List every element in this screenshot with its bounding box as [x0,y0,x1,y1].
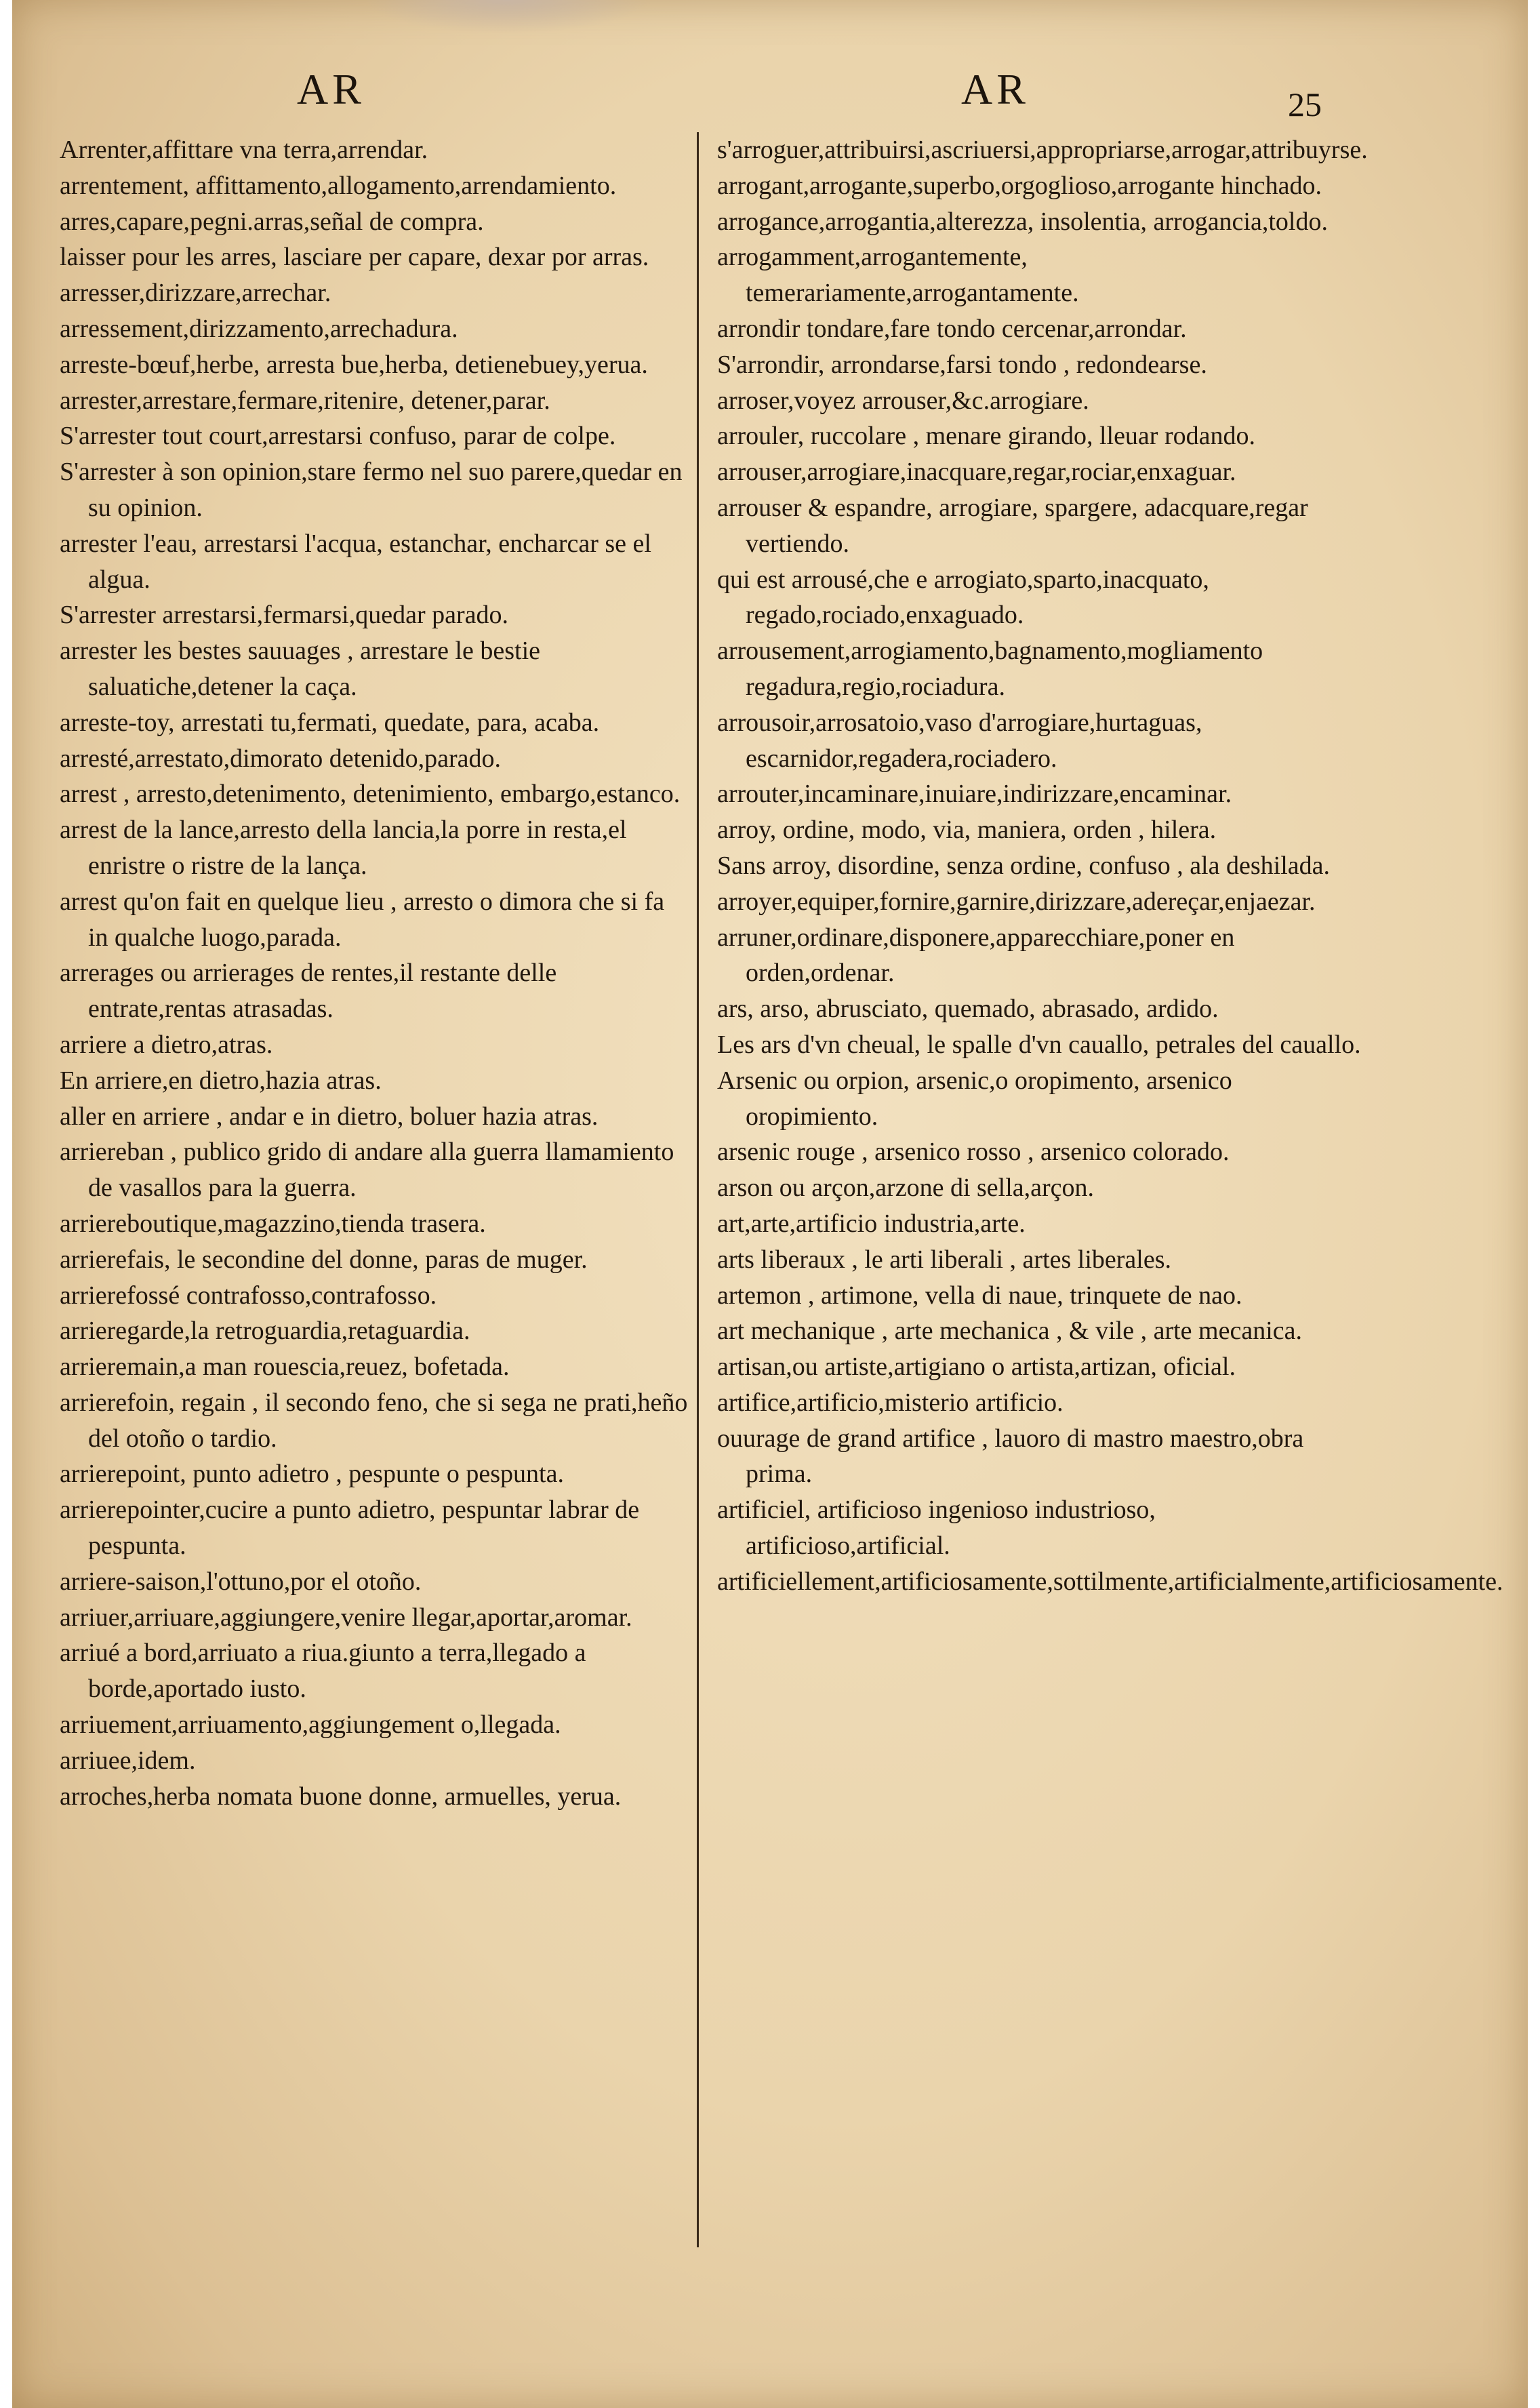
dictionary-entry: ouurage de grand artifice , lauoro di mastro maestro,obra prima. [717,1424,1304,1489]
dictionary-entry: arrieregarde,la retroguardia,retaguardia. [60,1317,470,1346]
dictionary-entry: arrouser & espandre, arrogiare, spargere, adacquare,regar vertiendo. [717,493,1308,558]
dictionary-entry: arressement,dirizzamento,arrechadura. [60,314,458,343]
dictionary-entry: arrerages ou arrierages de rentes,il restante delle entrate,rentas atrasadas. [60,959,557,1024]
paper-stain [365,0,649,34]
dictionary-entry: arriereboutique,magazzino,tienda trasera. [60,1209,486,1238]
dictionary-entry: S'arrester à son opinion,stare fermo nel suo parere,quedar en su opinion. [60,458,683,522]
dictionary-entry: arsenic rouge , arsenico rosso , arsenico colorado. [717,1138,1230,1167]
right-column [717,132,1503,1600]
dictionary-entry: artisan,ou artiste,artigiano o artista,artizan, oficial. [717,1352,1236,1382]
dictionary-entry: arrogance,arrogantia,alterezza, insolentia, arrogancia,toldo. [717,207,1328,236]
dictionary-entry: arriué a bord,arriuato a riua.giunto a terra,llegado a borde,aportado iusto. [60,1639,586,1704]
left-running-head: AR [297,65,365,113]
dictionary-entry: s'arroguer,attribuirsi,ascriuersi,appropriarse,arrogar,attribuyrse. [717,136,1368,164]
dictionary-entry: artificiellement,artificiosamente,sottilmente,artificialmente,artificiosamente. [717,1567,1503,1596]
dictionary-entry: arrouter,incaminare,inuiare,indirizzare,encaminar. [717,780,1232,809]
dictionary-entry: S'arrester arrestarsi,fermarsi,quedar parado. [60,601,509,630]
dictionary-entry: Arsenic ou orpion, arsenic,o oropimento, arsenico oropimiento. [717,1066,1232,1131]
dictionary-entry: artemon , artimone, vella di naue, trinquete de nao. [717,1281,1242,1310]
dictionary-entry: arrest de la lance,arresto della lancia,la porre in resta,el enristre o ristre de la lança. [60,816,627,880]
dictionary-entry: arrentement, affittamento,allogamento,arrendamiento. [60,171,617,200]
dictionary-entry: arroser,voyez arrouser,&c.arrogiare. [717,386,1089,415]
dictionary-entry: arriere a dietro,atras. [60,1030,273,1059]
dictionary-entry: Les ars d'vn cheual, le spalle d'vn cauallo, petrales del cauallo. [717,1030,1361,1059]
dictionary-entry: arroyer,equiper,fornire,garnire,dirizzare,adereçar,enjaezar. [717,887,1316,916]
dictionary-entry: aller en arriere , andar e in dietro, boluer hazia atras. [60,1102,599,1131]
dictionary-entry: arrousoir,arrosatoio,vaso d'arrogiare,hurtaguas, escarnidor,regadera,rociadero. [717,708,1202,773]
dictionary-entry: Sans arroy, disordine, senza ordine, confuso , ala deshilada. [717,851,1330,880]
dictionary-entry: arrierefais, le secondine del donne, paras de muger. [60,1245,588,1274]
dictionary-entry: arroches,herba nomata buone donne, armuelles, yerua. [60,1782,622,1811]
dictionary-entry: arrest qu'on fait en quelque lieu , arresto o dimora che si fa in qualche luogo,parada. [60,887,665,952]
dictionary-entry: Arrenter,affittare vna terra,arrendar. [60,136,428,164]
dictionary-entry: arrester l'eau, arrestarsi l'acqua, estanchar, encharcar se el algua. [60,529,651,594]
dictionary-entry: arresté,arrestato,dimorato detenido,parado. [60,744,501,773]
dictionary-entry: art,arte,artificio industria,arte. [717,1209,1026,1238]
dictionary-entry: arrierefoin, regain , il secondo feno, che si sega ne prati,heño del otoño o tardio. [60,1388,688,1453]
dictionary-entry: laisser pour les arres, lasciare per capare, dexar por arras. [60,243,649,272]
dictionary-entry: arrest , arresto,detenimento, detenimiento, embargo,estanco. [60,780,681,809]
dictionary-entry: arriuer,arriuare,aggiungere,venire llegar,aportar,aromar. [60,1603,632,1632]
dictionary-entry: arresser,dirizzare,arrechar. [60,279,331,308]
dictionary-entry: art mechanique , arte mechanica , & vile , arte mecanica. [717,1317,1302,1346]
dictionary-entry: arriereban , publico grido di andare alla guerra llamamiento de vasallos para la guerra. [60,1138,674,1203]
right-running-head: AR [961,65,1030,113]
dictionary-entry: arreste-toy, arrestati tu,fermati, quedate, para, acaba. [60,708,600,737]
dictionary-entry: arriere-saison,l'ottuno,por el otoño. [60,1567,422,1596]
dictionary-entry: arrondir tondare,fare tondo cercenar,arrondar. [717,314,1187,343]
dictionary-entry: arres,capare,pegni.arras,señal de compra. [60,207,484,236]
dictionary-entry: arriuement,arriuamento,aggiungement o,llegada. [60,1710,561,1740]
dictionary-entry: arrester les bestes sauuages , arrestare le bestie saluatiche,detener la caça. [60,637,540,701]
left-column [60,132,690,1814]
dictionary-entry: arrierepoint, punto adietro , pespunte o pespunta. [60,1460,564,1489]
dictionary-entry: ars, arso, abrusciato, quemado, abrasado, ardido. [717,995,1219,1024]
dictionary-entry: arrogant,arrogante,superbo,orgoglioso,arrogante hinchado. [717,171,1322,200]
dictionary-entry: S'arrester tout court,arrestarsi confuso, parar de colpe. [60,422,616,451]
dictionary-entry: arroy, ordine, modo, via, maniera, orden , hilera. [717,816,1217,845]
dictionary-entry: arrousement,arrogiamento,bagnamento,mogliamento regadura,regio,rociadura. [717,637,1263,701]
dictionary-entry: arruner,ordinare,disponere,apparecchiare,poner en orden,ordenar. [717,923,1235,988]
dictionary-entry: qui est arrousé,che e arrogiato,sparto,inacquato, regado,rociado,enxaguado. [717,565,1209,630]
dictionary-entry: artificiel, artificioso ingenioso industrioso, artificioso,artificial. [717,1496,1156,1561]
dictionary-entry: S'arrondir, arrondarse,farsi tondo , redondearse. [717,350,1207,379]
page-number: 25 [1288,85,1322,123]
dictionary-entry: arts liberaux , le arti liberali , artes liberales. [717,1245,1171,1274]
dictionary-entry: arrester,arrestare,fermare,ritenire, detener,parar. [60,386,550,415]
dictionary-entry: arrouser,arrogiare,inacquare,regar,rociar,enxaguar. [717,458,1236,487]
book-page [12,0,1528,2408]
dictionary-entry: artifice,artificio,misterio artificio. [717,1388,1063,1417]
dictionary-entry: arrieremain,a man rouescia,reuez, bofetada. [60,1352,510,1382]
dictionary-entry: arson ou arçon,arzone di sella,arçon. [717,1173,1095,1203]
dictionary-entry: arrogamment,arrogantemente, temerariamente,arrogantamente. [717,243,1079,308]
dictionary-entry: arrouler, ruccolare , menare girando, lleuar rodando. [717,422,1255,451]
dictionary-entry: En arriere,en dietro,hazia atras. [60,1066,382,1095]
dictionary-entry: arriuee,idem. [60,1746,196,1775]
dictionary-entry: arrierepointer,cucire a punto adietro, pespuntar labrar de pespunta. [60,1496,640,1561]
dictionary-entry: arreste-bœuf,herbe, arresta bue,herba, detienebuey,yerua. [60,350,648,379]
column-rule [697,132,699,2247]
dictionary-entry: arrierefossé contrafosso,contrafosso. [60,1281,437,1310]
